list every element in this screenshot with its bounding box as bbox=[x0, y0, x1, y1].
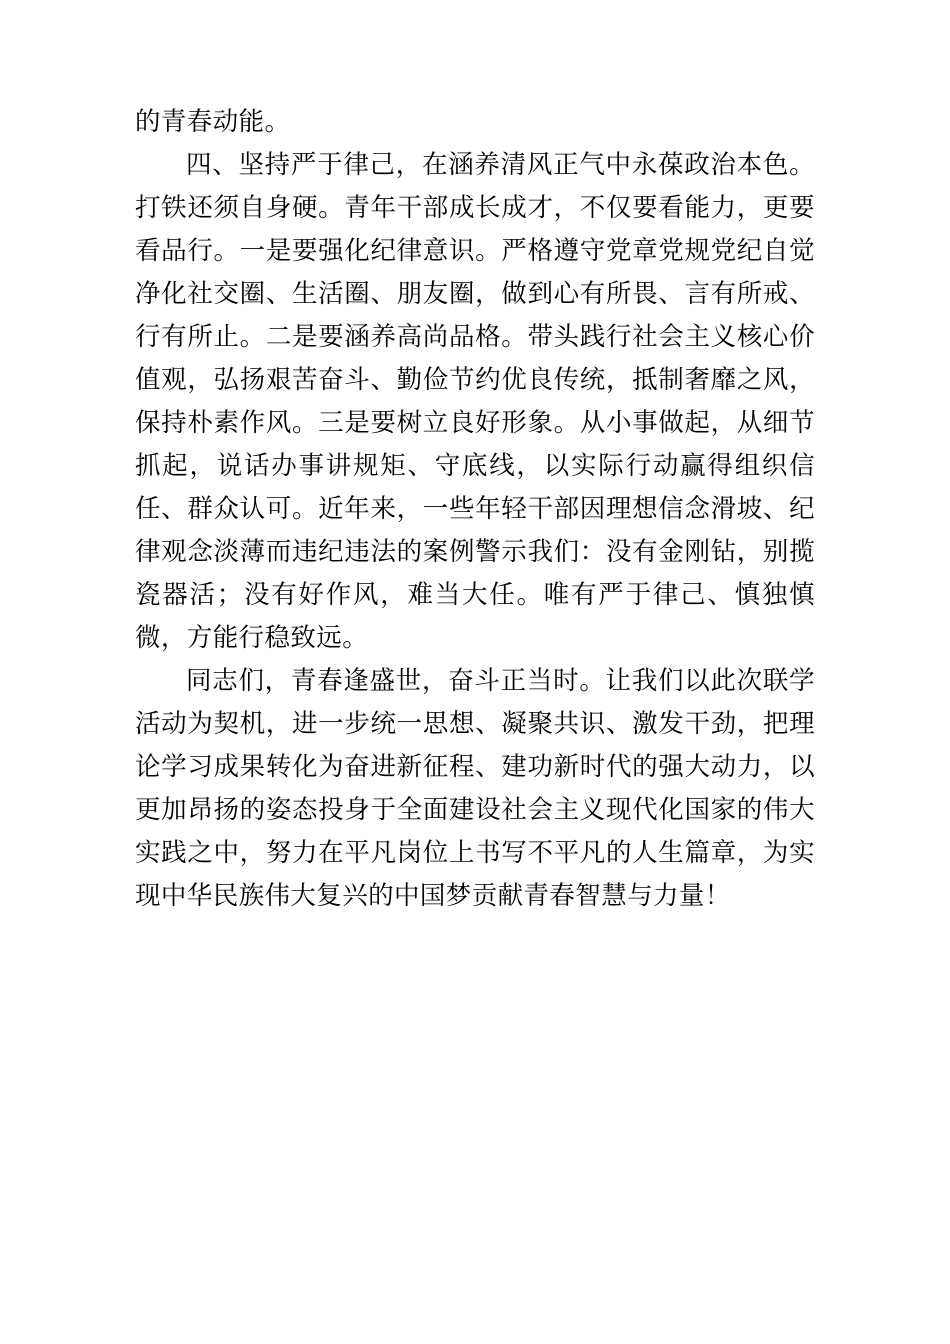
section-four-text: 打铁还须自身硬。青年干部成长成才，不仅要看能力，更要看品行。一是要强化纪律意识。严格遵守党章党规党纪自觉净化社交圈、生活圈、朋友圈，做到心有所畏、言有所戒、行有所止。二是要涵养高尚品格。带头践行社会主义核心价值观，弘扬艰苦奋斗、勤俭节约优良传统，抵制奢靡之风，保持朴素作风。三是要树立良好形象。从小事做起，从细节抓起，说话办事讲规矩、守底线，以实际行动赢得组织信任、群众认可。近年来，一些年轻干部因理想信念滑坡、纪律观念淡薄而违纪违法的案例警示我们：没有金刚钻，别揽瓷器活；没有好作风，难当大任。唯有严于律己、慎独慎微，方能行稳致远。 bbox=[135, 193, 815, 652]
paragraph-closing: 同志们，青春逢盛世，奋斗正当时。让我们以此次联学活动为契机，进一步统一思想、凝聚共识、激发干劲，把理论学习成果转化为奋进新征程、建功新时代的强大动力，以更加昂扬的姿态投身于全面建设社会主义现代化国家的伟大实践之中，努力在平凡岗位上书写不平凡的人生篇章，为实现中华民族伟大复兴的中国梦贡献青春智慧与力量！ bbox=[135, 666, 815, 910]
paragraph-carryover: 的青春动能。 bbox=[135, 107, 291, 136]
document-body bbox=[135, 100, 815, 917]
section-heading-four: 四、坚持严于律己，在涵养清风正气中永葆政治本色。 bbox=[186, 150, 815, 179]
paragraph-section-four bbox=[135, 143, 815, 659]
